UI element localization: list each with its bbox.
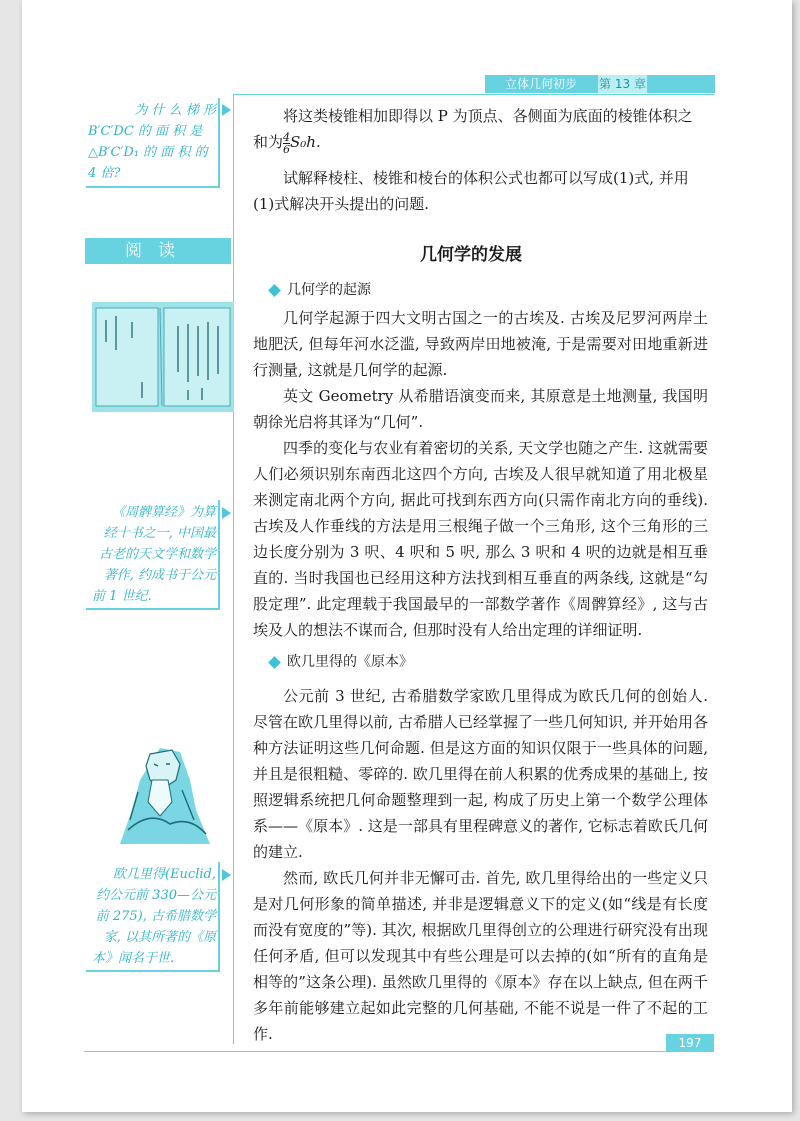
note-line: 前 275), 古希腊数学: [95, 909, 216, 924]
page-number: 197: [666, 1034, 714, 1052]
side-note-2: [92, 502, 216, 607]
note-line: 本》闻名于世.: [92, 951, 175, 966]
note-line: 家, 以其所著的《原: [103, 930, 216, 945]
paragraph-euclid: 公元前 3 世纪, 古希腊数学家欧几里得成为欧氏几何的创始人. 尽管在欧几里得以前, 古希腊人已经掌握了一些几何知识, 并开始用各种方法证明这些几何命题. 但是这方面的知识仅限于一些具体的问题, 并且是很粗糙、零碎的. 欧几里得在前人积累的优秀成果的基础上, 按照逻辑系统把几何命题整理到一起, 构成了历史上第一个数学公理体系——《原本》. 这是一部具有里程碑意义的著作, 它标志着欧氏几何的建立.: [253, 687, 708, 861]
section-title: 几何学的发展: [420, 245, 522, 265]
header-title: 立体几何初步: [504, 77, 577, 91]
text-line: (1)式解决开头提出的问题.: [253, 195, 430, 213]
running-header: [485, 75, 715, 93]
paragraph-critique: 然而, 欧氏几何并非无懈可击. 首先, 欧几里得给出的一些定义只是对几何形象的简单描述, 并非是逻辑意义下的定义(如“线是有长度而没有宽度的”等). 其次, 根据欧几里得创立的公理进行研究没有出现任何矛盾, 但可以发现其中有些公理是可以去掉的(如“所有的直角是相等的”这条公理). 虽然欧几里得的《原本》存在以上缺点, 但在两千多年前能够建立起如此完整的几何基础, 不能不说是一件了不起的工作.: [253, 869, 708, 1043]
note-line: △B′C′D₁ 的 面 积 的: [88, 145, 208, 160]
note-line: 欧几里得(Euclid,: [113, 867, 216, 882]
note-line: B′C′DC 的 面 积 是: [88, 124, 203, 139]
note-pointer-icon: [222, 507, 231, 519]
text-line: 将这类棱锥相加即得以 P 为顶点、各侧面为底面的棱锥体积之: [283, 107, 693, 125]
note-line: 约公元前 330—公元: [96, 888, 216, 903]
note-line: 著作, 约成书于公元: [103, 568, 216, 583]
note-line: 经十书之一, 中国最: [103, 526, 216, 541]
note-pointer-icon: [222, 869, 231, 881]
side-note-3: [92, 864, 216, 969]
note-line: 4 倍?: [88, 166, 121, 181]
subsection-title-elements: 欧几里得的《原本》: [287, 654, 413, 670]
text-line: 试解释棱柱、棱锥和棱台的体积公式也都可以写成(1)式, 并用: [283, 169, 689, 187]
note-pointer-icon: [222, 104, 231, 116]
fraction-numerator: 4: [283, 130, 291, 144]
paragraph-astronomy: 四季的变化与农业有着密切的关系, 天文学也随之产生. 这就需要人们必须识别东南西北这四个方向, 古埃及人很早就知道了用北极星来测定南北两个方向, 据此可找到东西方向(只需作南北方向的垂线). 古埃及人作垂线的方法是用三根绳子做一个三角形, 这个三角形的三边长度分别为 3 呎、4 呎和 5 呎, 那么 3 呎和 4 呎的边就是相互垂直的. 当时我国也已经用这种方法找到相互垂直的两条线, 这就是“勾股定理”. 此定理载于我国最早的一部数学著作《周髀算经》, 这与古埃及人的想法不谋而合, 但那时没有人给出定理的详细证明.: [253, 439, 708, 639]
paragraph-origin: 几何学起源于四大文明古国之一的古埃及. 古埃及尼罗河两岸土地肥沃, 但每年河水泛滥, 导致两岸田地被淹, 于是需要对田地重新进行测量, 这就是几何学的起源.: [253, 309, 708, 379]
note-line: 古老的天文学和数学: [98, 547, 216, 562]
header-chapter: 第 13 章: [599, 77, 646, 91]
subsection-title-origin: 几何学的起源: [287, 282, 371, 298]
note-line: 《周髀算经》为算: [111, 505, 216, 520]
paragraph-etymology: 英文 Geometry 从希腊语演变而来, 其原意是土地测量, 我国明朝徐光启将其译为“几何”.: [253, 387, 708, 431]
zhoubi-book-image: [92, 302, 234, 412]
note-line: 前 1 世纪.: [92, 589, 152, 604]
footer-rule: [84, 1051, 666, 1052]
note-line: 为 什 么 梯 形: [134, 103, 216, 118]
margin-rule: [233, 94, 234, 1044]
text-line-formula: [253, 129, 708, 155]
euclid-portrait-image: [110, 740, 220, 850]
header-rule: [234, 94, 714, 95]
intro-text: [253, 103, 708, 217]
formula-tail: S₀h.: [290, 133, 321, 151]
fraction-denominator: 6: [283, 142, 291, 156]
text-fragment: 和为: [253, 133, 284, 151]
side-note-1: [88, 100, 216, 184]
reading-label: 阅读: [85, 238, 231, 264]
fraction: [283, 132, 290, 155]
